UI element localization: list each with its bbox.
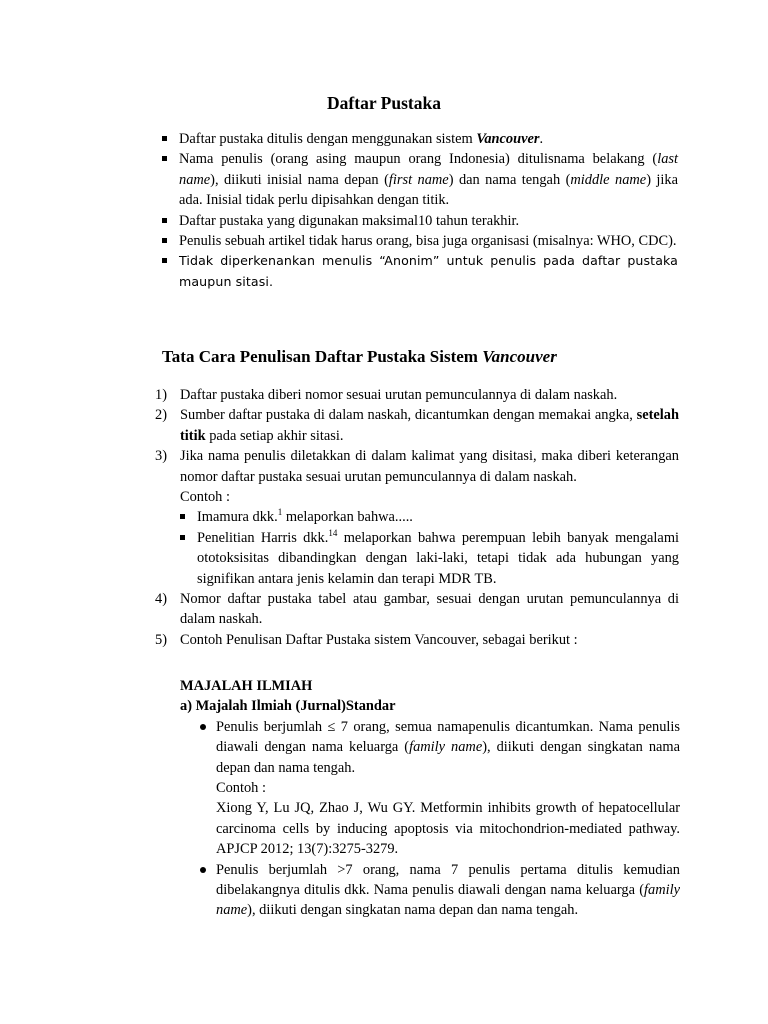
square-bullet-icon [162,156,167,161]
intro-bullet-list [162,129,678,292]
list-item: Imamura dkk.$^1$ melaporkan bahwa..... [180,507,679,527]
example-list [180,507,679,589]
square-bullet-icon [180,535,185,540]
round-bullet-icon [200,724,206,730]
list-item: Penelitian Harris dkk.$^{14}$ melaporkan bahwa perempuan lebih banyak mengalami ototoksisitas dibandingkan dengan laki-laki, tetapi tidak ada hubungan yang signifikan antara jenis kelamin dan terapi MDR TB. [180,528,679,589]
square-bullet-icon [162,218,167,223]
square-bullet-icon [180,514,185,519]
list-item: Daftar pustaka ditulis dengan menggunakan sistem Vancouver. [162,129,678,149]
list-item: 3) Jika nama penulis diletakkan di dalam kalimat yang disitasi, maka diberi keterangan nomor daftar pustaka sesuai urutan pemunculannya di dalam naskah. Contoh : Imamura dkk.$^1$ melaporkan bahwa..... Penelitian Harris dkk.$^{14}$ melaporkan bahwa perempuan lebih banyak mengalami ototoksisitas dibandingkan dengan laki-laki, tetapi tidak ada hubungan yang signifikan antara jenis kelamin dan terapi MDR TB. [155,446,679,589]
list-item: 5) Contoh Penulisan Daftar Pustaka sistem Vancouver, sebagai berikut : [155,631,578,648]
list-item: 1) Daftar pustaka diberi nomor sesuai urutan pemunculannya di dalam naskah. [155,387,618,403]
list-item: Penulis berjumlah ≤ 7 orang, semua namapenulis dicantumkan. Nama penulis diawali dengan nama keluarga (family name), diikuti dengan singkatan nama depan dan nama tengah. Contoh : Xiong Y, Lu JQ, Zhao J, Wu GY. Metformin inhibits growth of hepatocellular carcinoma cells by inducing apoptosis via mitochondrion-mediated pathway. APJCP 2012; 13(7):3275-3279. [199,717,680,860]
list-item: Penulis sebuah artikel tidak harus orang, bisa juga organisasi (misalnya: WHO, CDC). [162,231,678,251]
citation-example: Xiong Y, Lu JQ, Zhao J, Wu GY. Metformin inhibits growth of hepatocellular carcinoma cells by inducing apoptosis via mitochondrion-mediated pathway. APJCP 2012; 13(7):3275-3279. [216,800,680,858]
numbered-list [155,385,679,650]
list-item: 2) Sumber daftar pustaka di dalam naskah, dicantumkan dengan memakai angka, setelah titik pada setiap akhir sitasi. [155,407,679,444]
list-item: Nama penulis (orang asing maupun orang Indonesia) ditulisnama belakang (last name), diikuti inisial nama depan (first name) dan nama tengah (middle name) jika ada. Inisial tidak perlu dipisahkan dengan titik. [162,149,678,210]
list-item: Daftar pustaka yang digunakan maksimal10 tahun terakhir. [162,211,678,231]
list-item: 4) Nomor daftar pustaka tabel atau gambar, sesuai dengan urutan pemunculannya di dalam naskah. [155,591,679,628]
journal-bullet-list [180,717,680,921]
section-subheading-a: a) Majalah Ilmiah (Jurnal)Standar [180,698,396,715]
square-bullet-icon [162,238,167,243]
list-item: Penulis berjumlah >7 orang, nama 7 penulis pertama ditulis kemudian dibelakangnya ditulis dkk. Nama penulis diawali dengan nama keluarga (family name), diikuti dengan singkatan nama depan dan nama tengah. [199,860,680,921]
list-item: Tidak diperkenankan menulis “Anonim” untuk penulis pada daftar pustaka maupun sitasi. [162,251,678,292]
page-title: Daftar Pustaka [327,93,441,113]
square-bullet-icon [162,258,167,263]
section-heading: Tata Cara Penulisan Daftar Pustaka Sistem Vancouver [162,347,557,366]
round-bullet-icon [200,867,206,873]
section-subheading: MAJALAH ILMIAH [180,678,313,694]
square-bullet-icon [162,136,167,141]
journal-section [180,676,680,921]
